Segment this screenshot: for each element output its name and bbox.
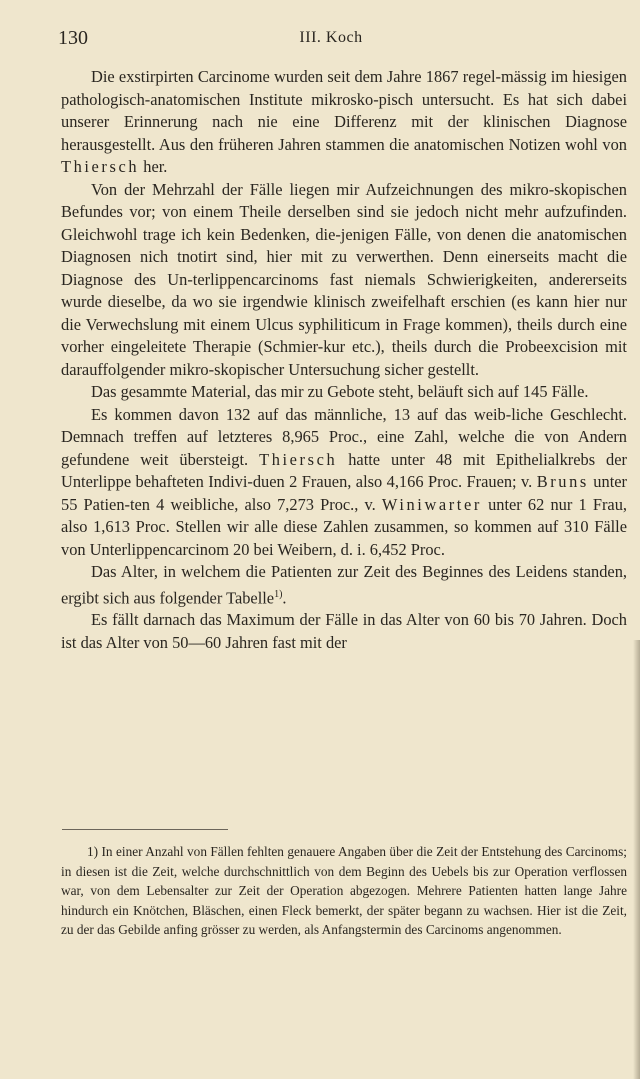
footnote-rule bbox=[62, 829, 228, 830]
body-text bbox=[61, 66, 627, 654]
page-edge-shadow bbox=[633, 640, 640, 1079]
paragraph-3: Das gesammte Material, das mir zu Gebote steht, beläuft sich auf 145 Fälle. bbox=[91, 382, 589, 401]
paragraph-4: Es kommen davon 132 auf das männliche, 13 auf das weib-liche Geschlecht. Demnach treffen auf letzteres 8,965 Proc., eine Zahl, welche die von Andern gefundene weit übersteigt. Thiersch hatte unter 48 mit Epithelialkrebs der Unterlippe behafteten Indivi-duen 2 Frauen, also 4,166 Proc. Frauen; v. Bruns unter 55 Patien-ten 4 weibliche, also 7,273 Proc., v. Winiwarter unter 62 nur 1 Frau, also 1,613 Proc. Stellen wir alle diese Zahlen zusammen, so kommen auf 310 Fälle von Unterlippencarcinom 20 bei Weibern, d. i. 6,452 Proc. bbox=[61, 404, 627, 559]
running-head: III. Koch bbox=[299, 29, 363, 46]
author-name: Thiersch bbox=[259, 449, 338, 469]
author-name: Winiwarter bbox=[381, 494, 482, 514]
footnote-text: 1) In einer Anzahl von Fällen fehlten genauere Angaben über die Zeit der Entstehung des Carcinoms; in diesen ist die Zeit, welche durchschnittlich von dem Beginn des Uebels bis zur Operation verflossen war, von dem Lebensalter zur Zeit der Operation abgezogen. Mehrere Patienten hatten lange Jahre hindurch ein Knötchen, Bläschen, einen Fleck bemerkt, der später begann zu wachsen. Hier ist die Zeit, zu der das Gebilde anfing grösser zu werden, als Anfangstermin des Carcinoms angenommen. bbox=[61, 844, 627, 937]
paragraph-1: Die exstirpirten Carcinome wurden seit dem Jahre 1867 regel-mässig im hiesigen pathologisch-anatomischen Institute mikrosko-pisch untersucht. Es hat sich dabei unserer Erinnerung nach nie eine Differenz mit der klinischen Diagnose herausgestellt. Aus den früheren Jahren stammen die anatomischen Notizen wohl von Thiersch her. bbox=[61, 67, 627, 176]
paragraph-5: Das Alter, in welchem die Patienten zur Zeit des Beginnes des Leidens standen, ergibt sich aus folgender Tabelle$^{1)}$. bbox=[61, 562, 627, 607]
paragraph-6: Es fällt darnach das Maximum der Fälle in das Alter von 60 bis 70 Jahren. Doch ist das Alter von 50—60 Jahren fast mit der bbox=[61, 610, 627, 652]
page-number: 130 bbox=[58, 27, 88, 49]
author-name: Bruns bbox=[536, 472, 589, 491]
paragraph-2: Von der Mehrzahl der Fälle liegen mir Aufzeichnungen des mikro-skopischen Befundes vor; von einem Theile derselben sind sie jedoch nicht mehr aufzufinden. Gleichwohl trage ich kein Bedenken, die-jenigen Fälle, von denen die anatomischen Diagnosen nich tnotirt sind, hier mit zu verwerthen. Denn einerseits macht die Diagnose des Un-terlippencarcinoms fast niemals Schwierigkeiten, andererseits wurde dieselbe, da wo sie irgendwie klinisch zweifelhaft erschien (es kann hier nur die Verwechslung mit einem Ulcus syphiliticum in Frage kommen), theils durch eine vorher eingeleitete Therapie (Schmier-kur etc.), theils durch die Probeexcision mit darauffolgender mikro-skopischer Untersuchung sicher gestellt. bbox=[61, 179, 627, 379]
author-name: Thiersch bbox=[61, 157, 140, 176]
page-header bbox=[58, 27, 604, 55]
footnote bbox=[61, 842, 627, 940]
footnote-ref: 1) bbox=[274, 588, 283, 600]
